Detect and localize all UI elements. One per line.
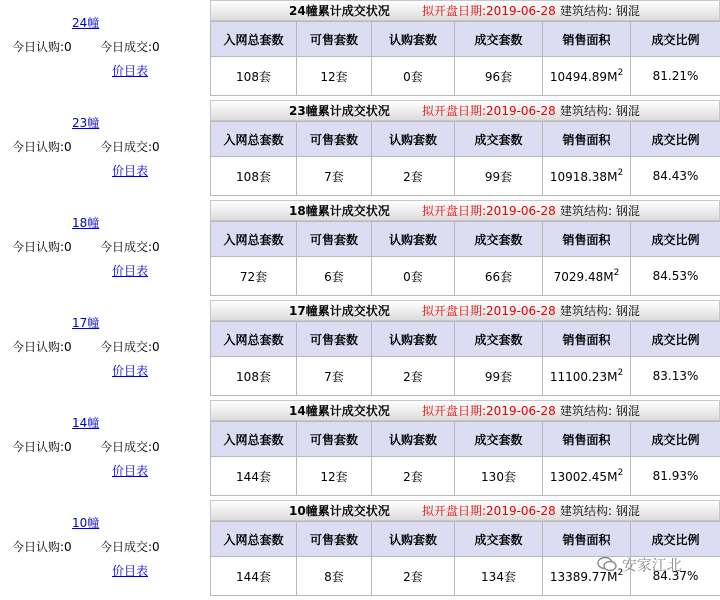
column-header: 入网总套数 [211,322,297,357]
building-structure: 建筑结构: 钢混 [560,201,640,221]
price-list-link[interactable]: 价目表 [112,462,148,479]
column-header: 成交套数 [455,322,543,357]
building-stats-table [210,500,720,598]
column-header: 可售套数 [297,122,372,157]
building-summary [0,100,208,200]
sales-area: $7029.48M^2$ [543,257,631,296]
today-deal: 今日成交:0 [100,338,160,355]
column-header: 可售套数 [297,222,372,257]
table-row [211,157,720,196]
sold-units: 99套 [455,357,543,396]
building-structure: 建筑结构: 钢混 [560,301,640,321]
building-summary [0,400,208,500]
column-header: 销售面积 [543,522,631,557]
column-header: 可售套数 [297,322,372,357]
table-title-bar [210,200,720,221]
today-subscribed: 今日认购:0 [12,438,72,455]
table-title-bar [210,500,720,521]
total-units: 108套 [211,57,297,96]
column-header: 认购套数 [372,322,455,357]
table-title: 14幢累计成交状况 [289,401,390,421]
column-header: 销售面积 [543,222,631,257]
table-title-bar [210,400,720,421]
table-title: 10幢累计成交状况 [289,501,390,521]
building-structure: 建筑结构: 钢混 [560,1,640,21]
watermark [597,554,682,575]
today-deal: 今日成交:0 [100,538,160,555]
watermark-text: 安家江北 [622,556,682,574]
subscribed-units: 2套 [372,557,455,596]
building-stats-table [210,100,720,198]
header-row [211,322,720,357]
column-header: 认购套数 [372,122,455,157]
sales-area: $13389.77M^2$ [543,557,631,596]
building-link[interactable]: 10幢 [72,514,99,531]
column-header: 成交比例 [631,122,720,157]
column-header: 可售套数 [297,22,372,57]
subscribed-units: 2套 [372,457,455,496]
price-list-link[interactable]: 价目表 [112,162,148,179]
today-deal: 今日成交:0 [100,138,160,155]
column-header: 可售套数 [297,422,372,457]
table-title-bar [210,300,720,321]
building-structure: 建筑结构: 钢混 [560,401,640,421]
sales-area: $13002.45M^2$ [543,457,631,496]
sold-units: 134套 [455,557,543,596]
column-header: 认购套数 [372,22,455,57]
open-date: 拟开盘日期:2019-06-28 [422,501,556,521]
today-deal: 今日成交:0 [100,438,160,455]
building-stats-table [210,200,720,298]
column-header: 入网总套数 [211,422,297,457]
open-date: 拟开盘日期:2019-06-28 [422,101,556,121]
today-deal: 今日成交:0 [100,238,160,255]
table-title-bar [210,100,720,121]
open-date: 拟开盘日期:2019-06-28 [422,301,556,321]
price-list-link[interactable]: 价目表 [112,562,148,579]
column-header: 成交比例 [631,522,720,557]
sales-area: $10494.89M^2$ [543,57,631,96]
column-header: 入网总套数 [211,122,297,157]
open-date: 拟开盘日期:2019-06-28 [422,201,556,221]
column-header: 销售面积 [543,122,631,157]
column-header: 认购套数 [372,222,455,257]
total-units: 72套 [211,257,297,296]
total-units: 144套 [211,457,297,496]
table-title: 23幢累计成交状况 [289,101,390,121]
header-row [211,222,720,257]
building-list [0,0,208,593]
column-header: 成交比例 [631,322,720,357]
today-deal: 今日成交:0 [100,38,160,55]
deal-ratio: 81.21% [631,57,720,96]
available-units: 12套 [297,57,372,96]
subscribed-units: 0套 [372,57,455,96]
building-link[interactable]: 17幢 [72,314,99,331]
available-units: 7套 [297,357,372,396]
building-summary [0,0,208,100]
table-row [211,357,720,396]
building-summary [0,500,208,600]
table-title: 17幢累计成交状况 [289,301,390,321]
subscribed-units: 0套 [372,257,455,296]
today-subscribed: 今日认购:0 [12,138,72,155]
building-summary [0,300,208,400]
today-subscribed: 今日认购:0 [12,238,72,255]
building-stats-table [210,400,720,498]
column-header: 成交比例 [631,22,720,57]
available-units: 6套 [297,257,372,296]
total-units: 108套 [211,157,297,196]
total-units: 108套 [211,357,297,396]
deal-ratio: 84.37% [631,557,720,596]
building-link[interactable]: 18幢 [72,214,99,231]
table-title: 24幢累计成交状况 [289,1,390,21]
sales-area: $11100.23M^2$ [543,357,631,396]
deal-ratio: 84.53% [631,257,720,296]
subscribed-units: 2套 [372,157,455,196]
column-header: 入网总套数 [211,22,297,57]
column-header: 成交套数 [455,222,543,257]
column-header: 成交比例 [631,422,720,457]
column-header: 销售面积 [543,322,631,357]
building-stats-table [210,0,720,98]
building-link[interactable]: 23幢 [72,114,99,131]
open-date: 拟开盘日期:2019-06-28 [422,401,556,421]
building-link[interactable]: 14幢 [72,414,99,431]
open-date: 拟开盘日期:2019-06-28 [422,1,556,21]
available-units: 8套 [297,557,372,596]
deal-ratio: 84.43% [631,157,720,196]
table-title: 18幢累计成交状况 [289,201,390,221]
price-list-link[interactable]: 价目表 [112,362,148,379]
total-units: 144套 [211,557,297,596]
header-row [211,122,720,157]
sold-units: 66套 [455,257,543,296]
table-row [211,57,720,96]
header-row [211,422,720,457]
wechat-icon [597,556,617,572]
today-subscribed: 今日认购:0 [12,38,72,55]
table-title-bar [210,0,720,21]
today-subscribed: 今日认购:0 [12,338,72,355]
available-units: 7套 [297,157,372,196]
building-summary [0,200,208,300]
sold-units: 99套 [455,157,543,196]
table-row [211,257,720,296]
column-header: 入网总套数 [211,522,297,557]
column-header: 成交套数 [455,22,543,57]
stats-tables [210,0,720,593]
column-header: 成交套数 [455,522,543,557]
table-row [211,457,720,496]
column-header: 成交比例 [631,222,720,257]
price-list-link[interactable]: 价目表 [112,62,148,79]
column-header: 销售面积 [543,422,631,457]
column-header: 入网总套数 [211,222,297,257]
building-structure: 建筑结构: 钢混 [560,101,640,121]
today-subscribed: 今日认购:0 [12,538,72,555]
sold-units: 96套 [455,57,543,96]
available-units: 12套 [297,457,372,496]
column-header: 成交套数 [455,422,543,457]
deal-ratio: 83.13% [631,357,720,396]
building-structure: 建筑结构: 钢混 [560,501,640,521]
header-row [211,522,720,557]
column-header: 认购套数 [372,522,455,557]
column-header: 可售套数 [297,522,372,557]
building-stats-table [210,300,720,398]
subscribed-units: 2套 [372,357,455,396]
building-link[interactable]: 24幢 [72,14,99,31]
column-header: 销售面积 [543,22,631,57]
column-header: 成交套数 [455,122,543,157]
header-row [211,22,720,57]
price-list-link[interactable]: 价目表 [112,262,148,279]
sales-area: $10918.38M^2$ [543,157,631,196]
column-header: 认购套数 [372,422,455,457]
deal-ratio: 81.93% [631,457,720,496]
sold-units: 130套 [455,457,543,496]
